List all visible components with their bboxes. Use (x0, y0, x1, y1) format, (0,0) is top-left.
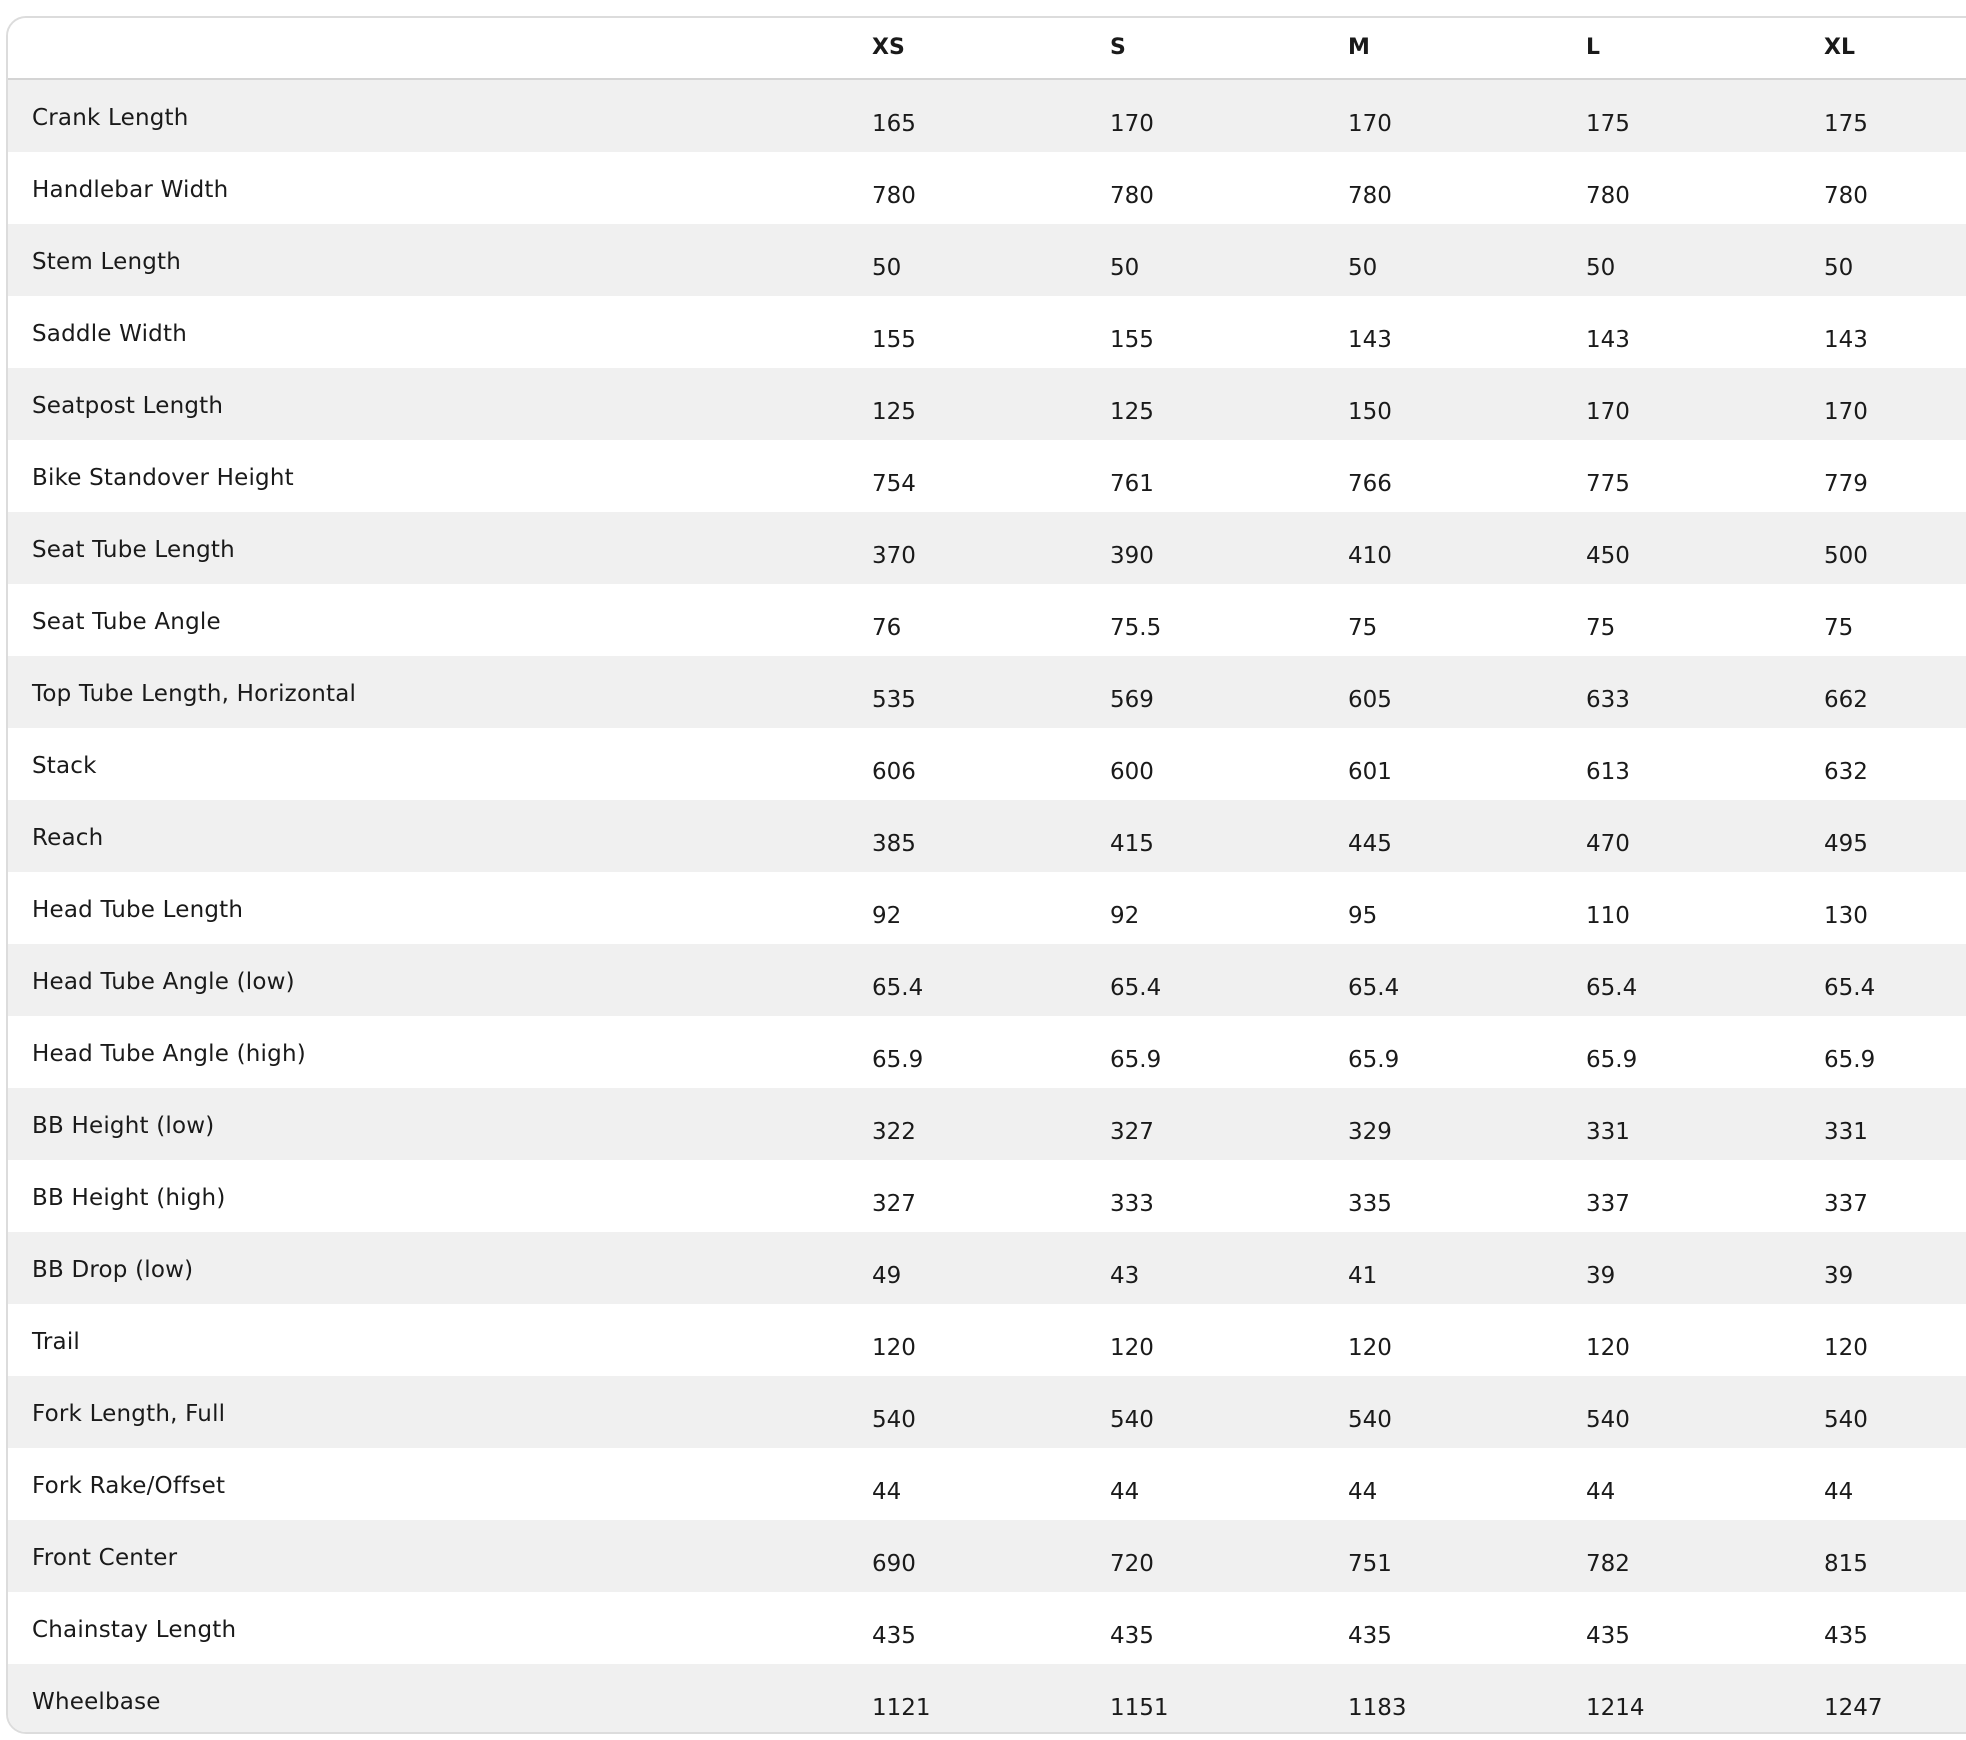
cell-value-l: 44 (1586, 1479, 1616, 1505)
cell-value-m: 780 (1348, 183, 1392, 209)
cell-value-l: 120 (1586, 1335, 1630, 1361)
row-label: Head Tube Angle (high) (32, 1041, 306, 1067)
cell-value-xl: 175 (1824, 111, 1868, 137)
cell-value-s: 125 (1110, 399, 1154, 425)
cell-value-m: 335 (1348, 1191, 1392, 1217)
cell-value-m: 540 (1348, 1407, 1392, 1433)
size-header-xl: XL (1824, 35, 1855, 60)
cell-value-l: 110 (1586, 903, 1630, 929)
cell-value-xs: 49 (872, 1263, 902, 1289)
table-row (8, 1088, 1966, 1160)
table-row (8, 512, 1966, 584)
cell-value-xs: 535 (872, 687, 916, 713)
cell-value-xs: 690 (872, 1551, 916, 1577)
cell-value-s: 65.9 (1110, 1047, 1162, 1073)
cell-value-xs: 65.9 (872, 1047, 924, 1073)
table-row (8, 1304, 1966, 1376)
cell-value-xl: 39 (1824, 1263, 1854, 1289)
cell-value-s: 600 (1110, 759, 1154, 785)
cell-value-m: 65.9 (1348, 1047, 1400, 1073)
cell-value-xs: 155 (872, 327, 916, 353)
cell-value-l: 65.4 (1586, 975, 1638, 1001)
cell-value-xs: 165 (872, 111, 916, 137)
row-label: Head Tube Angle (low) (32, 969, 295, 995)
table-row (8, 584, 1966, 656)
cell-value-xl: 65.4 (1824, 975, 1876, 1001)
table-row (8, 656, 1966, 728)
cell-value-xl: 170 (1824, 399, 1868, 425)
cell-value-s: 333 (1110, 1191, 1154, 1217)
cell-value-l: 780 (1586, 183, 1630, 209)
cell-value-xs: 606 (872, 759, 916, 785)
cell-value-xs: 540 (872, 1407, 916, 1433)
cell-value-m: 751 (1348, 1551, 1392, 1577)
row-label: Bike Standover Height (32, 465, 294, 491)
cell-value-m: 65.4 (1348, 975, 1400, 1001)
geometry-table (6, 16, 1966, 1734)
cell-value-xl: 540 (1824, 1407, 1868, 1433)
row-label: BB Height (low) (32, 1113, 215, 1139)
row-label: Trail (32, 1329, 80, 1355)
table-row (8, 1448, 1966, 1520)
cell-value-m: 143 (1348, 327, 1392, 353)
table-row (8, 800, 1966, 872)
cell-value-xl: 50 (1824, 255, 1854, 281)
cell-value-xl: 143 (1824, 327, 1868, 353)
cell-value-m: 435 (1348, 1623, 1392, 1649)
cell-value-l: 1214 (1586, 1695, 1645, 1721)
table-row (8, 872, 1966, 944)
cell-value-l: 175 (1586, 111, 1630, 137)
cell-value-xl: 120 (1824, 1335, 1868, 1361)
row-label: Saddle Width (32, 321, 187, 347)
cell-value-l: 39 (1586, 1263, 1616, 1289)
cell-value-m: 150 (1348, 399, 1392, 425)
cell-value-l: 450 (1586, 543, 1630, 569)
table-row (8, 1160, 1966, 1232)
cell-value-xl: 337 (1824, 1191, 1868, 1217)
row-label: Seatpost Length (32, 393, 224, 419)
table-row (8, 1016, 1966, 1088)
cell-value-l: 613 (1586, 759, 1630, 785)
cell-value-m: 605 (1348, 687, 1392, 713)
row-label: Handlebar Width (32, 177, 229, 203)
cell-value-xs: 92 (872, 903, 902, 929)
cell-value-s: 75.5 (1110, 615, 1162, 641)
cell-value-l: 470 (1586, 831, 1630, 857)
table-row (8, 368, 1966, 440)
table-row (8, 1520, 1966, 1592)
table-row (8, 728, 1966, 800)
table-body (8, 80, 1966, 1734)
cell-value-xs: 327 (872, 1191, 916, 1217)
cell-value-m: 170 (1348, 111, 1392, 137)
row-label: Reach (32, 825, 104, 851)
cell-value-s: 1151 (1110, 1695, 1169, 1721)
cell-value-m: 1183 (1348, 1695, 1407, 1721)
cell-value-xl: 780 (1824, 183, 1868, 209)
cell-value-xs: 120 (872, 1335, 916, 1361)
row-label: Fork Rake/Offset (32, 1473, 226, 1499)
cell-value-l: 170 (1586, 399, 1630, 425)
cell-value-m: 410 (1348, 543, 1392, 569)
cell-value-m: 766 (1348, 471, 1392, 497)
cell-value-s: 120 (1110, 1335, 1154, 1361)
cell-value-xl: 1247 (1824, 1695, 1883, 1721)
cell-value-xl: 662 (1824, 687, 1868, 713)
cell-value-s: 50 (1110, 255, 1140, 281)
cell-value-s: 720 (1110, 1551, 1154, 1577)
row-label: Seat Tube Length (32, 537, 235, 563)
row-label: Head Tube Length (32, 897, 244, 923)
row-label: Wheelbase (32, 1689, 161, 1715)
cell-value-xs: 370 (872, 543, 916, 569)
table-row (8, 1592, 1966, 1664)
cell-value-xl: 815 (1824, 1551, 1868, 1577)
cell-value-xs: 44 (872, 1479, 902, 1505)
row-label: Front Center (32, 1545, 178, 1571)
table-row (8, 296, 1966, 368)
cell-value-xl: 65.9 (1824, 1047, 1876, 1073)
cell-value-xs: 125 (872, 399, 916, 425)
cell-value-l: 143 (1586, 327, 1630, 353)
cell-value-l: 75 (1586, 615, 1616, 641)
cell-value-s: 92 (1110, 903, 1140, 929)
cell-value-xl: 75 (1824, 615, 1854, 641)
cell-value-s: 540 (1110, 1407, 1154, 1433)
row-label: BB Height (high) (32, 1185, 226, 1211)
table-row (8, 1376, 1966, 1448)
cell-value-s: 327 (1110, 1119, 1154, 1145)
cell-value-l: 331 (1586, 1119, 1630, 1145)
cell-value-xl: 779 (1824, 471, 1868, 497)
cell-value-s: 390 (1110, 543, 1154, 569)
table-row (8, 1664, 1966, 1734)
cell-value-m: 120 (1348, 1335, 1392, 1361)
cell-value-xl: 495 (1824, 831, 1868, 857)
cell-value-m: 329 (1348, 1119, 1392, 1145)
cell-value-s: 44 (1110, 1479, 1140, 1505)
table-row (8, 80, 1966, 152)
cell-value-s: 155 (1110, 327, 1154, 353)
cell-value-m: 50 (1348, 255, 1378, 281)
cell-value-l: 435 (1586, 1623, 1630, 1649)
cell-value-l: 633 (1586, 687, 1630, 713)
table-row (8, 1232, 1966, 1304)
cell-value-xs: 1121 (872, 1695, 931, 1721)
cell-value-m: 445 (1348, 831, 1392, 857)
size-header-l: L (1586, 35, 1601, 60)
cell-value-l: 65.9 (1586, 1047, 1638, 1073)
cell-value-xl: 435 (1824, 1623, 1868, 1649)
row-label: Stack (32, 753, 97, 779)
cell-value-l: 337 (1586, 1191, 1630, 1217)
cell-value-s: 43 (1110, 1263, 1140, 1289)
cell-value-xl: 331 (1824, 1119, 1868, 1145)
cell-value-xs: 65.4 (872, 975, 924, 1001)
row-label: Seat Tube Angle (32, 609, 221, 635)
table-row (8, 224, 1966, 296)
cell-value-xl: 500 (1824, 543, 1868, 569)
cell-value-s: 170 (1110, 111, 1154, 137)
row-label: Top Tube Length, Horizontal (32, 681, 357, 707)
cell-value-xs: 780 (872, 183, 916, 209)
row-label: Fork Length, Full (32, 1401, 226, 1427)
cell-value-xl: 130 (1824, 903, 1868, 929)
cell-value-s: 435 (1110, 1623, 1154, 1649)
cell-value-s: 415 (1110, 831, 1154, 857)
cell-value-xl: 632 (1824, 759, 1868, 785)
row-label: Crank Length (32, 105, 189, 131)
table-row (8, 440, 1966, 512)
cell-value-xs: 50 (872, 255, 902, 281)
row-label: Chainstay Length (32, 1617, 237, 1643)
cell-value-xs: 754 (872, 471, 916, 497)
cell-value-xs: 76 (872, 615, 902, 641)
cell-value-xs: 385 (872, 831, 916, 857)
cell-value-s: 780 (1110, 183, 1154, 209)
cell-value-s: 761 (1110, 471, 1154, 497)
cell-value-xs: 435 (872, 1623, 916, 1649)
cell-value-m: 95 (1348, 903, 1378, 929)
cell-value-l: 775 (1586, 471, 1630, 497)
cell-value-s: 65.4 (1110, 975, 1162, 1001)
cell-value-m: 601 (1348, 759, 1392, 785)
size-header-s: S (1110, 35, 1126, 60)
cell-value-s: 569 (1110, 687, 1154, 713)
size-header-xs: XS (872, 35, 905, 60)
table-header (8, 18, 1966, 80)
cell-value-xs: 322 (872, 1119, 916, 1145)
cell-value-l: 782 (1586, 1551, 1630, 1577)
cell-value-m: 41 (1348, 1263, 1378, 1289)
cell-value-l: 540 (1586, 1407, 1630, 1433)
row-label: Stem Length (32, 249, 182, 275)
cell-value-m: 44 (1348, 1479, 1378, 1505)
row-label: BB Drop (low) (32, 1257, 194, 1283)
cell-value-xl: 44 (1824, 1479, 1854, 1505)
cell-value-m: 75 (1348, 615, 1378, 641)
table-row (8, 152, 1966, 224)
size-header-m: M (1348, 35, 1370, 60)
cell-value-l: 50 (1586, 255, 1616, 281)
table-row (8, 944, 1966, 1016)
